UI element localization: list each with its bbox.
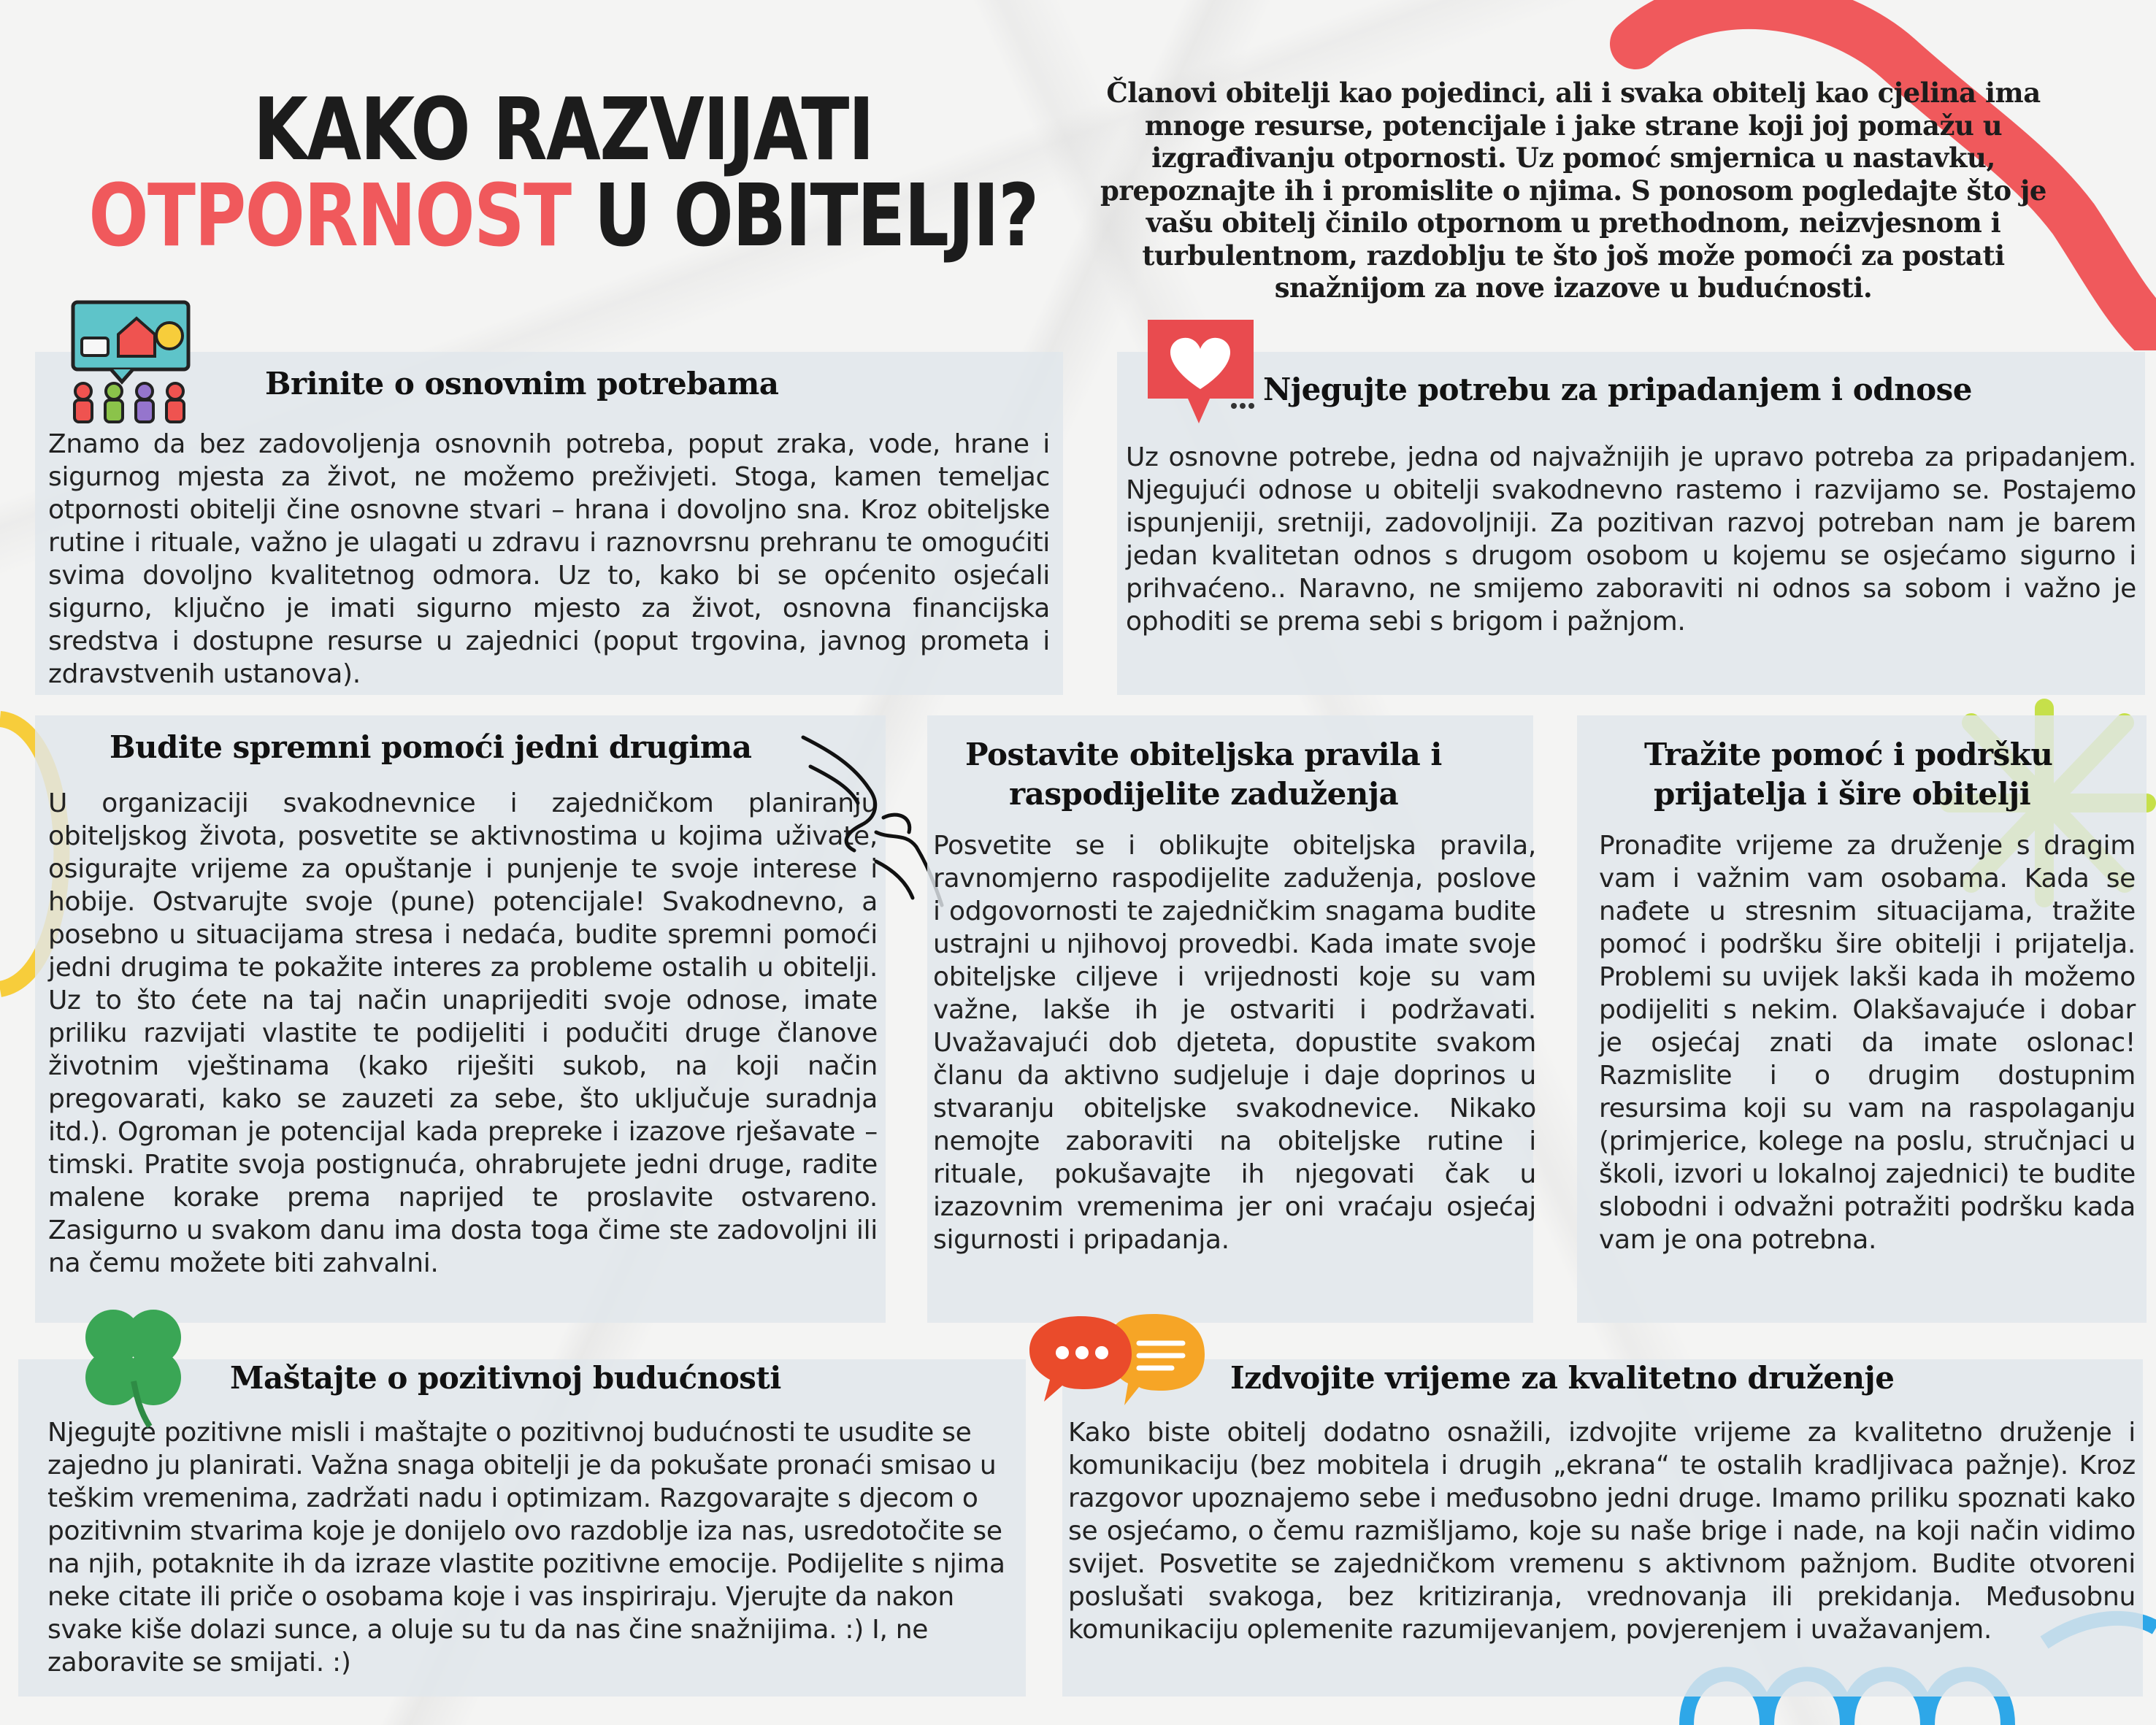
section-quality-time [1062, 1359, 2143, 1697]
section-text: Znamo da bez zadovoljenja osnovnih potreba, poput zraka, vode, hrane i sigurnog mjesta za život, ne možemo preživjeti. Stoga, kamen temeljac otpornosti obitelji čine osnovne stvari – hrana i dovoljno sna. Kroz obiteljske rutine i rituale, važno je ulagati u zdravu i raznovrsnu prehranu te omogućiti svima dovoljno kvalitetnog odmora. Uz to, kako bi se općenito osjećali sigurno, ključno je imati sigurno mjesto za život, osnovna financijska sredstva i dostupne resurse u zajednici (poput trgovina, javnog prometa i zdravstvenih ustanova). [48, 429, 1050, 689]
section-help-each-other [35, 715, 886, 1323]
heart-chat-icon [1140, 312, 1261, 429]
section-text: Uz osnovne potrebe, jedna od najvažnijih je upravo potreba za pripadanjem. Njegujući odnose u obitelji svakodnevno rastemo i razvijamo se. Postajemo ispunjeniji, sretniji, zadovoljniji. Za pozitivan razvoj potreban nam je barem jedan kvalitetan odnos s drugom osobom u kojemu se osjećamo sigurno i prihvaćeno.. Naravno, ne smijemo zaboraviti ni odnos sa sobom i važno je ophoditi se prema sebi s brigom i pažnjom. [1126, 442, 2136, 637]
community-needs-icon [67, 298, 195, 426]
hands-icon [789, 723, 949, 920]
page-title [69, 79, 1057, 266]
title-line-2 [69, 165, 1057, 266]
section-heading: Izdvojite vrijeme za kvalitetno druženje [1230, 1360, 1895, 1396]
clover-icon [69, 1301, 201, 1429]
title-line-1: KAKO RAZVIJATI [253, 79, 874, 180]
section-heading-line-2: prijatelja i šire obitelji [1654, 776, 2031, 812]
section-text: Posvetite se i oblikujte obiteljska pravila, ravnomjerno raspodijelite zaduženja, poslove i odgovornosti te zajedničkim snagama budite ustrajni u njihovoj provedbi. Kada imate svoje obiteljske ciljeve i vrijednosti koje su vam važne, lakše ih je ostvariti i podržavati. Uvažavajući dob djeteta, dopustite svakom članu da aktivno sudjeluje i daje doprinos u stvaranju obiteljske svakodnevice. Nikako nemojte zaboraviti na obiteljske rutine i rituale, pokušavajte ih njegovati čak u izazovnim vremenima jer oni vraćaju osjećaj sigurnosti i pripadanja. [933, 831, 1536, 1255]
title-highlight: OTPORNOST [88, 165, 571, 266]
section-heading: Njegujte potrebu za pripadanjem i odnose [1263, 372, 1972, 407]
section-text: U organizaciji svakodnevnice i zajedničkom planiranju obiteljskog života, posvetite se aktivnostima u kojima uživate, osigurajte vrijeme za opuštanje i punjenje te svoje interese i hobije. Ostvarujte svoje (pune) potencijale! Svakodnevno, a posebno u situacijama stresa i nedaća, budite spremni pomoći jedni drugima te pokažite interes za probleme ostalih u obitelji. Uz to što ćete na taj način unaprijediti svoje odnose, imate priliku razvijati vlastite te podijeliti i podučiti druge članove životnim vještinama (kako riješiti sukob, na koji način pregovarati, kako se zauzeti za sebe, što uključuje suradnja itd.). Ogroman je potencijal kada prepreke i izazove rješavate – timski. Pratite svoja postignuća, ohrabrujete jedni druge, radite malene korake prema naprijed te proslavite ostvareno. Zasigurno u svakom danu ima dosta toga čime ste zadovoljni ili na čemu možete biti zahvalni. [48, 788, 878, 1278]
section-heading: Budite spremni pomoći jedni drugima [110, 729, 752, 765]
section-rules [927, 715, 1536, 1323]
chat-bubbles-icon [1022, 1310, 1208, 1427]
section-heading-line-1: Tražite pomoć i podršku [1644, 737, 2053, 772]
section-belonging [1117, 352, 2145, 695]
section-heading: Brinite o osnovnim potrebama [265, 366, 779, 402]
section-text: Pronađite vrijeme za druženje s dragim vam i važnim vam osobama. Kada se nađete u stresnim situacijama, tražite pomoć i podršku šire obitelji i prijatelja. Problemi su uvijek lakši kada ih možemo podijeliti s nekim. Olakšavajuće i dobar je osjećaj znati da imate oslonac! Razmislite i o drugim dostupnim resursima koji su vam na raspolaganju (primjerice, kolege na poslu, stručnjaci u školi, izvori u lokalnoj zajednici) te budite slobodni i odvažni potražiti podršku kada vam je ona potrebna. [1599, 831, 2136, 1255]
section-text: Kako biste obitelj dodatno osnažili, izdvojite vrijeme za kvalitetno druženje i komunikaciju (bez mobitela i drugih „ekrana“ te ostalih kradljivaca pažnje). Kroz razgovor upoznajemo sebe i međusobno jedni druge. Imamo priliku spoznati kako se osjećamo, o čemu razmišljamo, koje su naše brige i nade, na koji način vidimo svijet. Posvetite se zajedničkom vremenu s aktivnom pažnjom. Budite otvoreni poslušati svakoga, bez kritiziranja, vrednovanja ili prekidanja. Međusobnu komunikaciju oplemenite razumijevanjem, povjerenjem i uvažavanjem. [1068, 1418, 2136, 1645]
section-support [1577, 715, 2147, 1323]
section-heading: Maštajte o pozitivnoj budućnosti [230, 1360, 781, 1396]
section-heading-line-2: raspodijelite zaduženja [1009, 776, 1399, 812]
section-text: Njegujte pozitivne misli i maštajte o pozitivnoj budućnosti te usudite se zajedno ju planirati. Važna snaga obitelji je da pokušate pronaći smisao u teškim vremenima, zadržati nadu i optimizam. Razgovarajte s djecom o pozitivnim stvarima koje je donijelo ovo razdoblje iza nas, usredotočite se na njih, potaknite ih da izraze vlastite pozitivne emocije. Podijelite s njima neke citate ili priče o osobama koje i vas inspiriraju. Vjerujte da nakon svake kiše dolazi sunce, a oluje su tu da nas čine snažnijima. :) I, ne zaboravite se smijati. :) [47, 1418, 1005, 1678]
title-line-2-rest: U OBITELJI? [570, 165, 1038, 266]
intro-text: Članovi obitelji kao pojedinci, ali i svaka obitelj kao cjelina ima mnoge resurse, potencijale i jake strane koji joj pomažu u izgrađivanju otpornosti. Uz pomoć smjernica u nastavku, prepoznajte ih i promislite o njima. S ponosom pogledajte što je vašu obitelj činilo otpornom u prethodnom, neizvjesnom i turbulentnom, razdoblju te što još može pomoći za postati snažnijom za nove izazove u budućnosti. [1100, 77, 2046, 304]
section-heading-line-1: Postavite obiteljska pravila i [965, 737, 1442, 772]
